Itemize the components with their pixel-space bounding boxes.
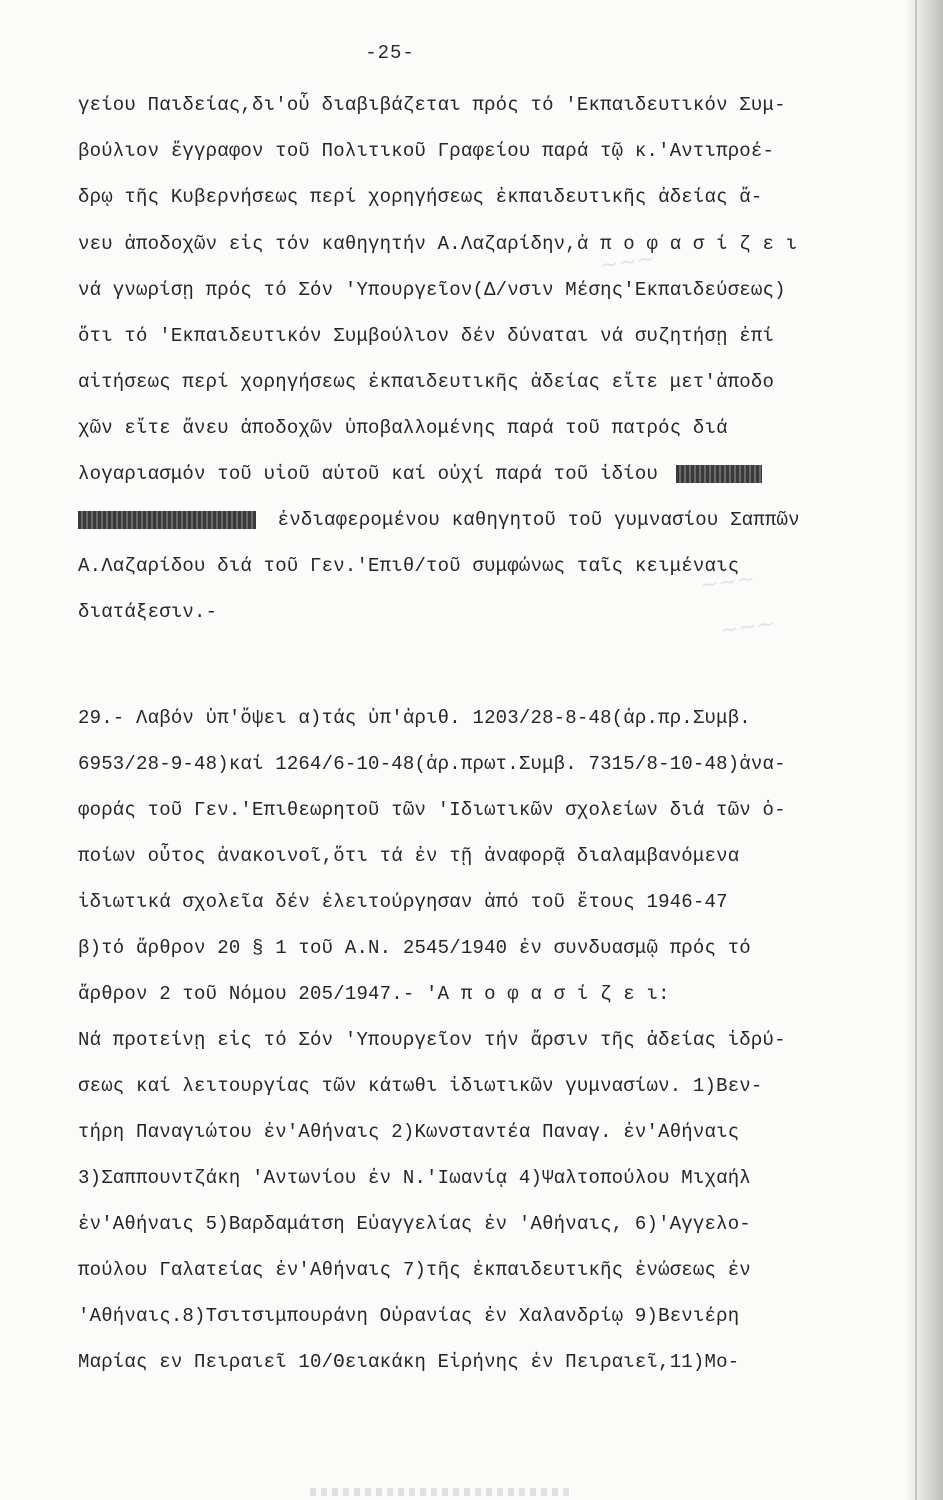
scan-edge-shadow bbox=[907, 0, 943, 1500]
text-line: ἄρθρον 2 τοῦ Νόμου 205/1947.- 'Α π ο φ α σ ί ζ ε ι: bbox=[78, 983, 670, 1005]
text-line: 'Αθήναις.8)Τσιτσιμπουράνη Οὐρανίας ἐν Χαλανδρίῳ 9)Βενιέρη bbox=[78, 1305, 740, 1327]
text-line: φοράς τοῦ Γεν.'Επιθεωρητοῦ τῶν 'Ιδιωτικῶν σχολείων διά τῶν ὁ- bbox=[78, 799, 786, 821]
typed-over-strikeout bbox=[676, 465, 762, 483]
text-line: νά γνωρίσῃ πρός τό Σόν 'Υπουργεῖον(Δ/νσιν Μέσης'Εκπαιδεύσεως) bbox=[78, 279, 786, 301]
bleed-through-mark: ~~~ bbox=[598, 246, 657, 279]
text-segment: ἐνδιαφερομένου καθηγητοῦ τοῦ γυμνασίου Σαππῶν bbox=[277, 509, 800, 531]
bleed-through-mark: ~~~ bbox=[718, 611, 777, 644]
text-line: χῶν εἴτε ἄνευ ἀποδοχῶν ὑποβαλλομένης παρά τοῦ πατρός διά bbox=[78, 417, 728, 439]
text-line: ἐν'Αθήναις 5)Βαρδαμάτση Εὐαγγελίας ἐν 'Αθήναις, 6)'Αγγελο- bbox=[78, 1213, 751, 1235]
footer-bleed-through bbox=[310, 1488, 570, 1496]
page-number: -25- bbox=[365, 42, 415, 64]
text-line: ἰδιωτικά σχολεῖα δέν ἐλειτούργησαν ἀπό τοῦ ἔτους 1946-47 bbox=[78, 891, 728, 913]
text-line: βούλιον ἔγγραφον τοῦ Πολιτικοῦ Γραφείου παρά τῷ κ.'Αντιπροέ- bbox=[78, 140, 775, 162]
text-segment: λογαριασμόν τοῦ υἱοῦ αὐτοῦ καί οὐχί παρά τοῦ ἰδίου bbox=[78, 463, 659, 485]
text-line: δρῳ τῆς Κυβερνήσεως περί χορηγήσεως ἐκπαιδευτικῆς ἀδείας ἄ- bbox=[78, 186, 763, 208]
text-line: 3)Σαππουντζάκη 'Αντωνίου ἐν Ν.'Ιωανίᾳ 4)Ψαλτοπούλου Μιχαήλ bbox=[78, 1167, 751, 1189]
bleed-through-mark: ~~~ bbox=[698, 566, 757, 599]
text-line: Νά προτείνῃ εἰς τό Σόν 'Υπουργεῖον τήν ἄρσιν τῆς ἀδείας ἱδρύ- bbox=[78, 1029, 786, 1051]
text-line: διατάξεσιν.- bbox=[78, 601, 218, 623]
text-line: β)τό ἄρθρον 20 § 1 τοῦ Α.Ν. 2545/1940 ἐν συνδυασμῷ πρός τό bbox=[78, 937, 751, 959]
text-line: Μαρίας εν Πειραιεῖ 10/Θειακάκη Εἰρήνης ἐν Πειραιεῖ,11)Μο- bbox=[78, 1351, 740, 1373]
text-line: γείου Παιδείας,δι'οὗ διαβιβάζεται πρός τό 'Εκπαιδευτικόν Συμ- bbox=[78, 94, 786, 116]
text-line: Α.Λαζαρίδου διά τοῦ Γεν.'Επιθ/τοῦ συμφώνως ταῖς κειμέναις bbox=[78, 555, 740, 577]
text-line: 29.- Λαβόν ὑπ'ὄψει α)τάς ὑπ'ἀριθ. 1203/28-8-48(ἀρ.πρ.Συμβ. bbox=[78, 707, 751, 729]
text-line-with-strikeout bbox=[78, 463, 762, 485]
text-line: 6953/28-9-48)καί 1264/6-10-48(ἀρ.πρωτ.Συμβ. 7315/8-10-48)ἀνα- bbox=[78, 753, 786, 775]
text-line: αἰτήσεως περί χορηγήσεως ἐκπαιδευτικῆς ἀδείας εἴτε μετ'ἀποδο bbox=[78, 371, 775, 393]
text-line: τήρη Παναγιώτου ἐν'Αθήναις 2)Κωνσταντέα Παναγ. ἐν'Αθήναις bbox=[78, 1121, 740, 1143]
text-line: πούλου Γαλατείας ἐν'Αθήναις 7)τῆς ἐκπαιδευτικῆς ἑνώσεως ἐν bbox=[78, 1259, 751, 1281]
text-line: ὅτι τό 'Εκπαιδευτικόν Συμβούλιον δέν δύναται νά συζητήσῃ ἐπί bbox=[78, 325, 775, 347]
scan-edge-line bbox=[915, 0, 917, 1500]
typed-over-strikeout bbox=[78, 511, 256, 529]
text-line: νευ ἀποδοχῶν εἰς τόν καθηγητήν Α.Λαζαρίδην,ἀ π ο φ α σ ί ζ ε ι bbox=[78, 233, 798, 255]
text-line: ποίων οὗτος ἀνακοινοῖ,ὅτι τά ἐν τῇ ἀναφορᾷ διαλαμβανόμενα bbox=[78, 845, 740, 867]
text-line: σεως καί λειτουργίας τῶν κάτωθι ἰδιωτικῶν γυμνασίων. 1)Βεν- bbox=[78, 1075, 763, 1097]
text-line-with-strikeout bbox=[78, 509, 800, 531]
